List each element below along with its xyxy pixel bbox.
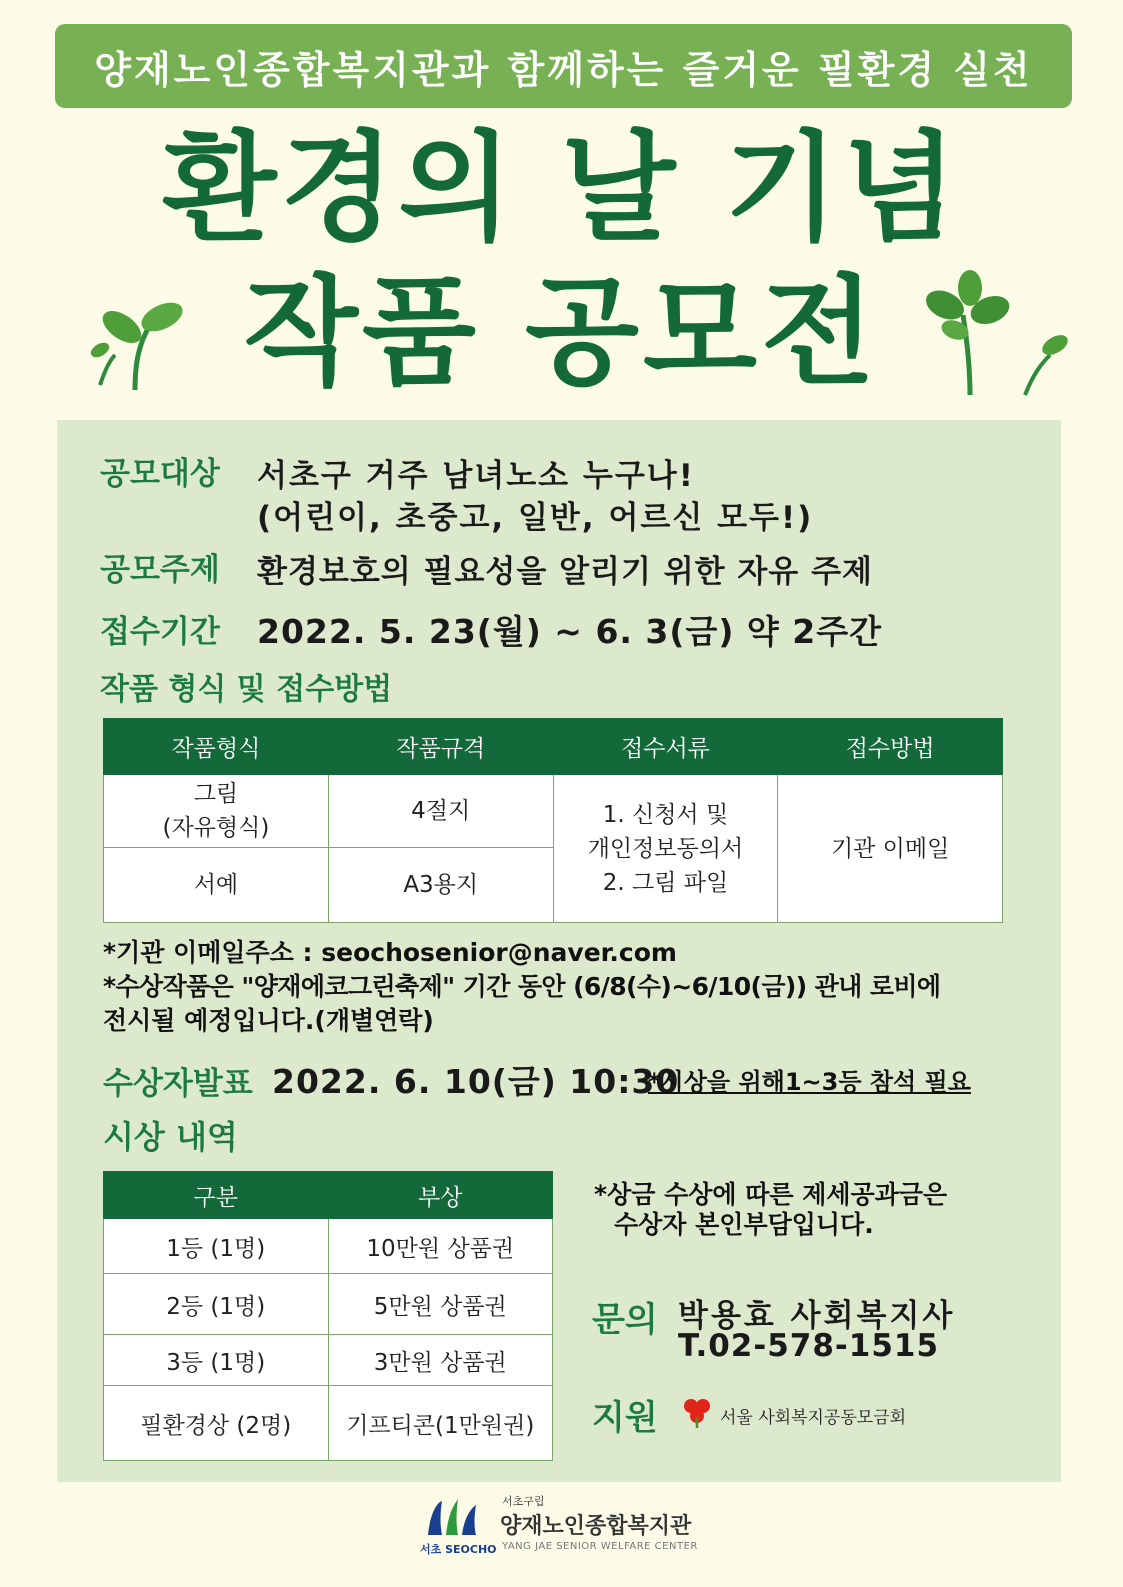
prize-table <box>103 1171 553 1461</box>
col-documents: 접수서류 <box>553 719 778 775</box>
top-banner <box>55 24 1072 108</box>
rank-cell: 2등 (1명) <box>104 1274 329 1335</box>
col-rank: 구분 <box>104 1172 329 1219</box>
documents-cell: 1. 신청서 및 개인정보동의서 2. 그림 파일 <box>553 775 778 923</box>
format-heading: 작품 형식 및 접수방법 <box>100 672 393 707</box>
period-label: 접수기간 <box>100 614 220 650</box>
table-row <box>104 1274 553 1335</box>
exhibit-note-1: *수상작품은 "양재에코그린축제" 기간 동안 (6/8(수)~6/10(금)) 관내 로비에 <box>103 972 941 1001</box>
announce-label: 수상자발표 <box>103 1066 253 1102</box>
target-line-1: 서초구 거주 남녀노소 누구나! <box>257 458 695 494</box>
banner-text: 양재노인종합복지관과 함께하는 즐거운 필환경 실천 <box>94 47 1033 92</box>
contact-name: 박용효 사회복지사 <box>678 1298 956 1334</box>
prize-table-header <box>104 1172 553 1219</box>
theme-label: 공모주제 <box>100 552 220 588</box>
format-table-header <box>104 719 1003 775</box>
period-value: 2022. 5. 23(월) ~ 6. 3(금) 약 2주간 <box>257 612 883 651</box>
col-format: 작품형식 <box>104 719 329 775</box>
table-row <box>104 1335 553 1386</box>
rank-cell: 3등 (1명) <box>104 1335 329 1386</box>
announce-note: *시상을 위해1~3등 참석 필요 <box>648 1068 971 1096</box>
col-prize: 부상 <box>328 1172 553 1219</box>
prize-cell: 10만원 상품권 <box>328 1219 553 1274</box>
exhibit-note-2: 전시될 예정입니다.(개별연락) <box>103 1006 434 1035</box>
contact-label: 문의 <box>592 1300 658 1340</box>
rank-cell: 필환경상 (2명) <box>104 1386 329 1461</box>
rank-cell: 1등 (1명) <box>104 1219 329 1274</box>
prize-cell: 기프티콘(1만원권) <box>328 1386 553 1461</box>
support-org: 서울 사회복지공동모금회 <box>720 1408 907 1428</box>
footer-seocho: 서초 SEOCHO <box>420 1543 497 1556</box>
footer-logo <box>420 1493 720 1563</box>
sprout-right-icon <box>915 270 1075 400</box>
theme-value: 환경보호의 필요성을 알리기 위한 자유 주제 <box>257 554 873 590</box>
footer-eng: YANG JAE SENIOR WELFARE CENTER <box>502 1541 698 1552</box>
seocho-logo-icon <box>420 1495 490 1537</box>
row2-size: A3용지 <box>328 848 553 923</box>
fruit-of-love-icon <box>680 1395 714 1429</box>
title-line-2: 작품 공모전 <box>243 263 880 401</box>
col-method: 접수방법 <box>778 719 1003 775</box>
row1-format: 그림 (자유형식) <box>104 775 329 848</box>
row2-format: 서예 <box>104 848 329 923</box>
footer-name: 양재노인종합복지관 <box>500 1514 692 1539</box>
table-row <box>104 1386 553 1461</box>
row1-size: 4절지 <box>328 775 553 848</box>
tax-note-1: *상금 수상에 따른 제세공과금은 <box>594 1180 948 1209</box>
table-row <box>104 1219 553 1274</box>
tax-note-2: 수상자 본인부담입니다. <box>614 1210 874 1239</box>
method-cell: 기관 이메일 <box>778 775 1003 923</box>
contact-phone: T.02-578-1515 <box>678 1328 940 1364</box>
col-size: 작품규격 <box>328 719 553 775</box>
sprout-left-icon <box>80 295 190 395</box>
announce-value: 2022. 6. 10(금) 10:30 <box>272 1062 680 1101</box>
target-label: 공모대상 <box>100 456 220 492</box>
prize-cell: 3만원 상품권 <box>328 1335 553 1386</box>
table-row <box>104 775 1003 848</box>
support-label: 지원 <box>592 1398 658 1438</box>
target-line-2: (어린이, 초중고, 일반, 어르신 모두!) <box>257 500 814 536</box>
format-table <box>103 718 1003 923</box>
email-note: *기관 이메일주소 : seochosenior@naver.com <box>103 938 677 967</box>
footer-sub: 서초구립 <box>502 1495 545 1508</box>
prize-cell: 5만원 상품권 <box>328 1274 553 1335</box>
title-line-1: 환경의 날 기념 <box>162 119 961 257</box>
prize-heading: 시상 내역 <box>103 1118 238 1156</box>
